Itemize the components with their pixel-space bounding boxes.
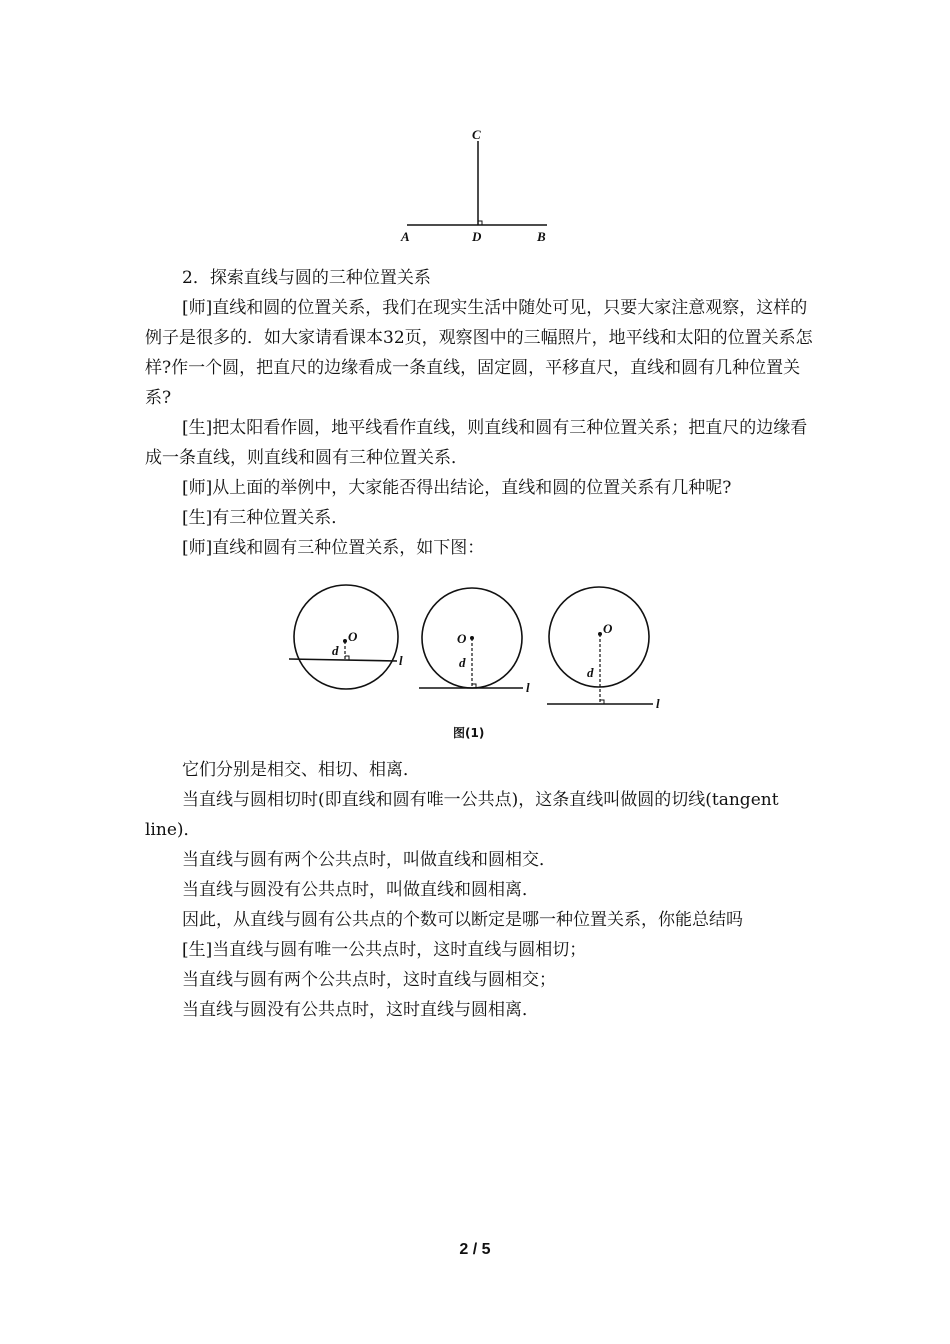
paragraph-teacher-figure-intro: [师]直线和圆有三种位置关系，如下图： xyxy=(182,538,485,558)
paragraph-student-intersect: 当直线与圆有两个公共点时，这时直线与圆相交； xyxy=(182,970,556,990)
circle-line-figure xyxy=(285,583,675,743)
circle-separate xyxy=(549,587,649,687)
label-a: A xyxy=(401,229,410,244)
distance-label-3: d xyxy=(587,665,594,680)
paragraph-separate-definition: 当直线与圆没有公共点时，叫做直线和圆相离． xyxy=(182,880,539,900)
paragraph-student-separate: 当直线与圆没有公共点时，这时直线与圆相离． xyxy=(182,1000,539,1020)
perpendicular-figure xyxy=(395,125,565,245)
figure-caption: 图(1) xyxy=(453,726,485,740)
figure-separate xyxy=(547,587,660,711)
label-b: B xyxy=(537,229,546,244)
page-number: 2 / 5 xyxy=(459,1241,491,1258)
paragraph-summary: 它们分别是相交、相切、相离． xyxy=(182,760,420,780)
figure-intersect xyxy=(289,585,403,689)
line-label-3: l xyxy=(656,696,660,711)
line-label-1: l xyxy=(399,653,403,668)
label-d: D xyxy=(472,229,482,244)
center-label-1: O xyxy=(348,629,358,644)
distance-label-1: d xyxy=(332,643,339,658)
paragraph-student-reply: [生]有三种位置关系． xyxy=(182,508,349,528)
line-label-2: l xyxy=(526,680,530,695)
label-c: C xyxy=(472,127,481,142)
distance-label-2: d xyxy=(459,655,466,670)
paragraph-student-tangent: [生]当直线与圆有唯一公共点时，这时直线与圆相切； xyxy=(182,940,587,960)
paragraph-teacher-intro: [师]直线和圆的位置关系，我们在现实生活中随处可见，只要大家注意观察，这样的例子是很多的．如大家请看课本32页，观察图中的三幅照片，地平线和太阳的位置关系怎样?作一个圆，把直尺的边缘看成一条直线，固定圆，平移直尺，直线和圆有几种位置关系? xyxy=(145,298,813,408)
line-intersect xyxy=(289,659,397,661)
figure-tangent xyxy=(419,588,530,695)
paragraph-student-answer: [生]把太阳看作圆，地平线看作直线，则直线和圆有三种位置关系；把直尺的边缘看成一条直线，则直线和圆有三种位置关系． xyxy=(145,418,808,468)
section-title: 2．探索直线与圆的三种位置关系 xyxy=(182,268,431,288)
circle-intersect xyxy=(294,585,398,689)
center-label-3: O xyxy=(603,621,613,636)
center-label-2: O xyxy=(457,631,467,646)
paragraph-conclusion-question: 因此，从直线与圆有公共点的个数可以断定是哪一种位置关系，你能总结吗 xyxy=(182,910,743,930)
paragraph-teacher-question: [师]从上面的举例中，大家能否得出结论，直线和圆的位置关系有几种呢? xyxy=(182,478,732,498)
paragraph-tangent-definition: 当直线与圆相切时(即直线和圆有唯一公共点)，这条直线叫做圆的切线(tangent line)． xyxy=(145,790,779,840)
paragraph-intersect-definition: 当直线与圆有两个公共点时，叫做直线和圆相交． xyxy=(182,850,556,870)
